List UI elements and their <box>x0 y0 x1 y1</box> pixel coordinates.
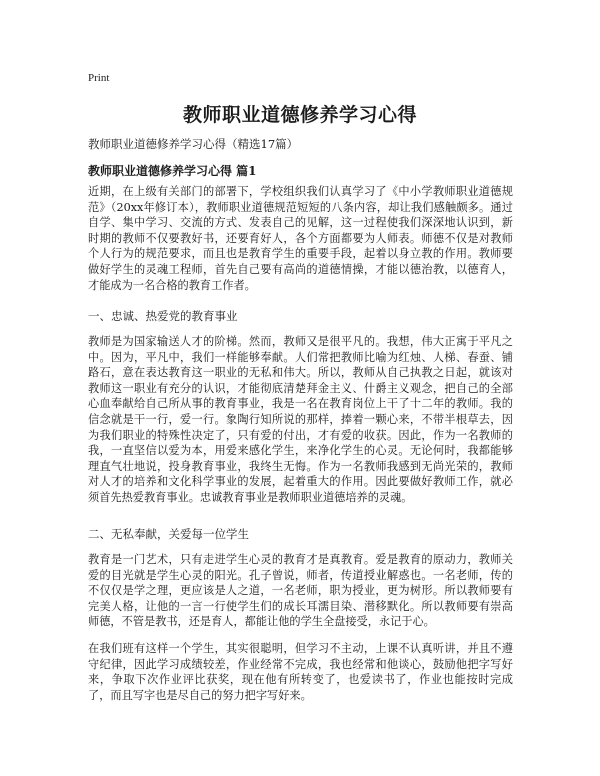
heading-devotion: 二、无私奉献，关爱每一位学生 <box>88 527 249 541</box>
paragraph-devotion: 教育是一门艺术，只有走进学生心灵的教育才是真教育。爱是教育的原动力，教师关爱的目光就是学生心灵的阳光。孔子曾说，师者，传道授业解惑也。一名老师，传的不仅仅是学之理，更应该是人之道，一名老师，职为授业，更为树形。所以教师要有完美人格，让他的一言一行使学生们的成长耳濡目染、潜移默化。所以教师要有崇高师德，不管是教书，还是育人，都能让他的学生全盘接受，永记于心。 <box>88 553 513 629</box>
paragraph-example: 在我们班有这样一个学生，其实很聪明，但学习不主动，上课不认真听讲，并且不遵守纪律，因此学习成绩较差，作业经常不完成，我也经常和他谈心，鼓励他把字写好来，争取下次作业评比获奖，现在他有所转变了，也爱读书了，作业也能按时完成了，而且写字也是尽自己的努力把字写好来。 <box>88 642 513 702</box>
section-title: 教师职业道德修养学习心得 篇1 <box>88 164 257 178</box>
document-subtitle: 教师职业道德修养学习心得（精选17篇） <box>88 137 299 151</box>
paragraph-intro: 近期，在上级有关部门的部署下，学校组织我们认真学习了《中小学教师职业道德规范》（20xx年修订本），教师职业道德规范短短的八条内容，却让我们感触颇多。通过自学、集中学习、交流的方式、发表自己的见解，这一过程使我们深深地认识到，新时期的教师不仅要教好书，还要育好人，各个方面都要为人师表。师德不仅是对教师个人行为的规范要求，而且也是教育学生的重要手段，起着以身立教的作用。教师要做好学生的灵魂工程师，首先自己要有高尚的道德情操，才能以德治教，以德育人，才能成为一名合格的教育工作者。 <box>88 185 513 292</box>
paragraph-loyalty: 教师是为国家输送人才的阶梯。然而，教师又是很平凡的。我想，伟大正寓于平凡之中。因为，平凡中，我们一样能够奉献。人们常把教师比喻为红烛、人梯、春蚕、铺路石，意在表达教育这一职业的无私和伟大。所以，教师从自己执教之日起，就该对教师这一职业有充分的认识，才能彻底清楚拜金主义、什爵主义观念，把自己的全部心血奉献给自己所从事的教育事业，我是一名在教育岗位上干了十二年的教师。我的信念就是干一行，爱一行。象陶行知所说的那样，捧着一颗心来，不带半根草去，因为我们职业的特殊性决定了，只有爱的付出，才有爱的收获。因此，作为一名教师的我，一直坚信以爱为本，用爱来感化学生，来净化学生的心灵。无论何时，我都能够理直气壮地说，投身教育事业，我终生无悔。作为一名教师我感到无尚光荣的，教师对人才的培养和文化科学事业的发展，起着重大的作用。因此要做好教师工作，就必须首先热爱教育事业。忠诚教育事业是教师职业道德培养的灵魂。 <box>88 335 513 504</box>
heading-loyalty: 一、忠诚、热爱党的教育事业 <box>88 309 238 323</box>
document-title: 教师职业道德修养学习心得 <box>182 104 417 126</box>
print-label: Print <box>88 72 110 84</box>
